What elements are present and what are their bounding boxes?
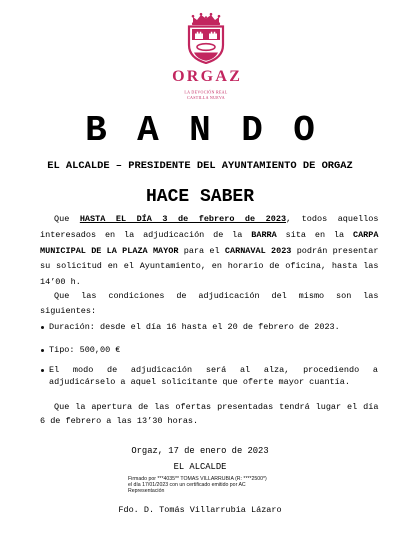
para-text: para el [178,245,225,256]
para-text: Que [54,214,80,224]
para-text: sita en la [276,229,353,240]
logo-wordmark [106,69,306,85]
electronic-signature-stamp [128,476,267,494]
list-item [40,321,378,333]
document-title [0,110,400,151]
issuer-line: EL ALCALDE – PRESIDENTE DEL AYUNTAMIENTO DE ORGAZ [47,160,353,172]
paragraph-deadline [40,212,379,291]
logo-motto-line-2: CASTILLA NUEVA [187,94,225,100]
paragraph-opening: Que la apertura de las ofertas presentadas tendrá lugar el día 6 de febrero a las 13’30 horas. [40,402,379,426]
list-item [40,344,378,356]
paragraph-conditions-intro: Que las condiciones de adjudicación del mismo son las siguientes: [40,291,379,316]
signed-by: Fdo. D. Tomás Villarrubia Lázaro [118,505,282,515]
barra-term: BARRA [251,229,277,240]
event-term: CARNAVAL 2023 [224,245,292,256]
logo-motto-line-1: LA DEVOCIÓN REAL [184,89,228,95]
para-text: podrán presentar su solicitud en el Ayuntamiento, en horario de oficina, hasta las 14’00 h. [40,245,379,288]
deadline-date: HASTA EL DÍA 3 de febrero de 2023 [79,214,287,224]
esign-line: Representación [128,487,165,494]
para-text: , todos aquellos interesados en la adjudicación de la [40,214,379,240]
bullet-icon [41,349,44,352]
hace-saber-heading: HACE SABER [145,187,255,207]
shield-icon [189,27,223,64]
place-date: Orgaz, 17 de enero de 2023 [131,446,269,456]
condition-price: Tipo: 500,00 € [49,345,121,355]
bullet-icon [41,326,44,329]
esign-line: Firmado por ***4035** TOMAS VILLARRUBIA (R: ****2500*) [128,475,267,482]
coat-of-arms-icon [184,12,228,64]
esign-line: el día 17/01/2023 con un certificado emitido por AC [128,481,246,488]
document-title-text: B A N D O [85,110,320,151]
bullet-icon [41,369,44,372]
crown-icon [192,13,221,25]
logo-motto [166,88,246,101]
condition-duration: Duración: desde el día 16 hasta el 20 de febrero de 2023. [49,322,340,332]
venue-term: CARPA MUNICIPAL DE LA PLAZA MAYOR [40,229,379,256]
logo-name-text: ORGAZ [172,68,243,85]
condition-award-mode: El modo de adjudicación será al alza, procediendo a adjudicárselo a aquel solicitante que oferte mayor cuantía. [49,365,378,387]
list-item [40,364,378,388]
signer-title: EL ALCALDE [173,462,227,472]
